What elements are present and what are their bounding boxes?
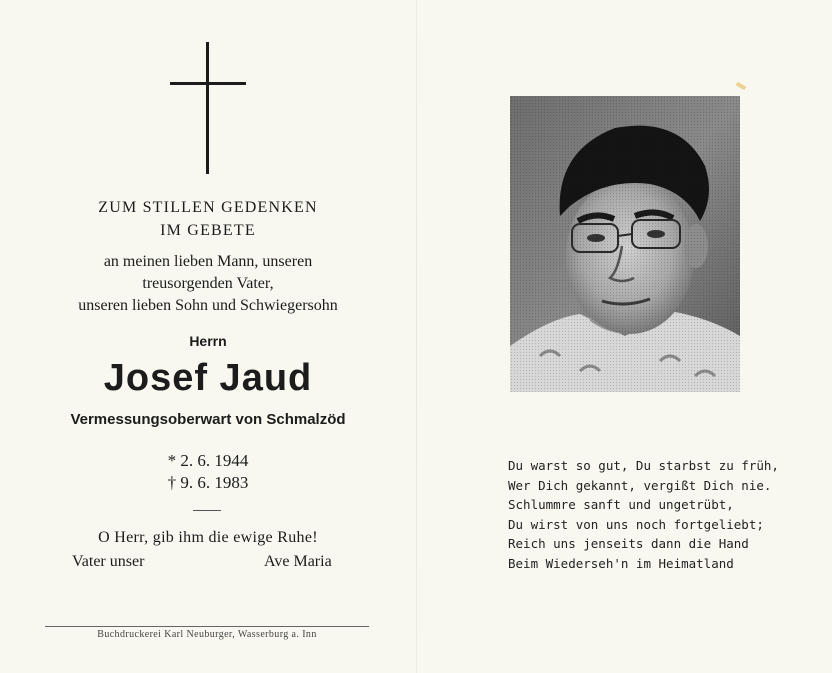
heading-line-2: IM GEBETE bbox=[160, 222, 256, 239]
deceased-name: Josef Jaud bbox=[103, 357, 313, 399]
poem-line: Wer Dich gekannt, vergißt Dich nie. bbox=[508, 477, 772, 493]
printer-imprint: Buchdruckerei Karl Neuburger, Wasserburg a. Inn bbox=[97, 629, 317, 640]
poem-line: Reich uns jenseits dann die Hand bbox=[508, 536, 749, 552]
memorial-poem bbox=[508, 456, 779, 574]
occupation: Vermessungsoberwart von Schmalzöd bbox=[70, 411, 346, 428]
cross-symbol bbox=[168, 42, 248, 174]
paper-speck bbox=[736, 82, 747, 90]
prayer-ave-maria: Ave Maria bbox=[264, 553, 332, 570]
poem-line: Schlummre sanft und ungetrübt, bbox=[508, 497, 734, 513]
right-panel bbox=[416, 0, 832, 673]
intro-line-2: treusorgenden Vater, bbox=[142, 275, 274, 292]
printer-divider bbox=[45, 626, 369, 627]
poem-line: Du warst so gut, Du starbst zu früh, bbox=[508, 458, 779, 473]
poem-line: Beim Wiederseh'n im Heimatland bbox=[508, 555, 734, 571]
intro-line-3: unseren lieben Sohn und Schwiegersohn bbox=[78, 297, 338, 314]
death-date: † 9. 6. 1983 bbox=[167, 473, 249, 492]
salutation: Herrn bbox=[189, 333, 227, 349]
prayer-line: O Herr, gib ihm die ewige Ruhe! bbox=[98, 529, 318, 546]
portrait-photo bbox=[510, 96, 740, 392]
divider bbox=[193, 510, 221, 511]
poem-line: Du wirst von uns noch fortgeliebt; bbox=[508, 516, 764, 532]
intro-line-1: an meinen lieben Mann, unseren bbox=[103, 253, 313, 270]
heading-line-1: ZUM STILLEN GEDENKEN bbox=[98, 199, 318, 216]
prayer-vater-unser: Vater unser bbox=[72, 553, 145, 570]
birth-date: * 2. 6. 1944 bbox=[167, 451, 249, 470]
